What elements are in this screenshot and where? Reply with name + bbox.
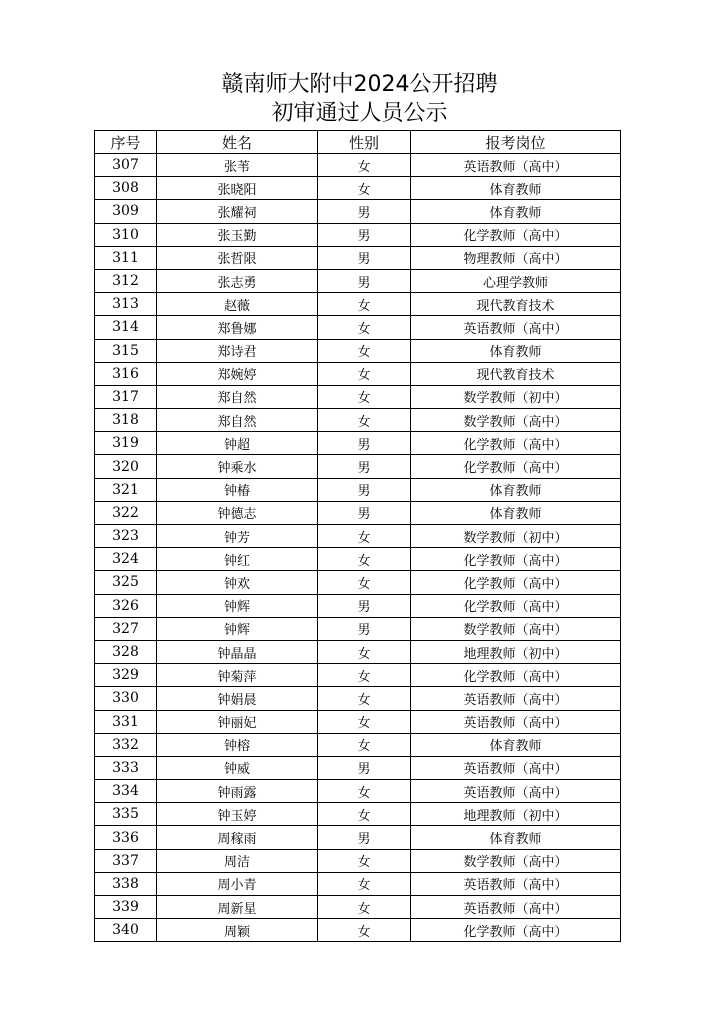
- cell-position: 英语教师（高中）: [411, 687, 621, 710]
- document-subtitle: 初审通过人员公示: [271, 101, 448, 126]
- cell-gender: 男: [318, 756, 411, 779]
- cell-name: 郑自然: [157, 409, 318, 432]
- cell-name: 周稼雨: [157, 826, 318, 849]
- cell-position: 现代教育技术: [411, 293, 621, 316]
- table-row: [95, 293, 621, 316]
- table-row: [95, 872, 621, 895]
- cell-gender: 男: [318, 200, 411, 223]
- cell-index: 332: [95, 733, 157, 756]
- cell-position: 现代教育技术: [411, 362, 621, 385]
- cell-name: 钟威: [157, 756, 318, 779]
- cell-position: 数学教师（高中）: [411, 617, 621, 640]
- cell-name: 钟辉: [157, 617, 318, 640]
- cell-index: 340: [95, 919, 157, 942]
- cell-index: 336: [95, 826, 157, 849]
- cell-position: 体育教师: [411, 478, 621, 501]
- table-row: [95, 617, 621, 640]
- cell-name: 张志勇: [157, 269, 318, 292]
- cell-name: 周新星: [157, 896, 318, 919]
- cell-position: 化学教师（高中）: [411, 455, 621, 478]
- cell-position: 数学教师（初中）: [411, 385, 621, 408]
- cell-index: 330: [95, 687, 157, 710]
- cell-gender: 男: [318, 455, 411, 478]
- document-title: 赣南师大附中2024公开招聘: [221, 72, 498, 97]
- cell-name: 钟芳: [157, 525, 318, 548]
- cell-position: 化学教师（高中）: [411, 571, 621, 594]
- column-header-position: 报考岗位: [411, 131, 621, 154]
- cell-position: 英语教师（高中）: [411, 316, 621, 339]
- cell-gender: 女: [318, 640, 411, 663]
- cell-position: 化学教师（高中）: [411, 664, 621, 687]
- cell-gender: 女: [318, 896, 411, 919]
- cell-index: 314: [95, 316, 157, 339]
- cell-index: 321: [95, 478, 157, 501]
- cell-gender: 女: [318, 664, 411, 687]
- cell-name: 钟菊萍: [157, 664, 318, 687]
- cell-index: 329: [95, 664, 157, 687]
- cell-index: 315: [95, 339, 157, 362]
- cell-name: 钟椿: [157, 478, 318, 501]
- table-row: [95, 385, 621, 408]
- cell-position: 英语教师（高中）: [411, 756, 621, 779]
- cell-name: 钟欢: [157, 571, 318, 594]
- table-row: [95, 525, 621, 548]
- table-row: [95, 548, 621, 571]
- table-row: [95, 177, 621, 200]
- cell-gender: 女: [318, 571, 411, 594]
- cell-index: 328: [95, 640, 157, 663]
- cell-gender: 女: [318, 803, 411, 826]
- cell-name: 钟雨露: [157, 780, 318, 803]
- table-row: [95, 896, 621, 919]
- cell-index: 320: [95, 455, 157, 478]
- cell-index: 311: [95, 246, 157, 269]
- cell-gender: 女: [318, 872, 411, 895]
- cell-name: 郑婉婷: [157, 362, 318, 385]
- cell-index: 339: [95, 896, 157, 919]
- cell-position: 化学教师（高中）: [411, 432, 621, 455]
- cell-index: 322: [95, 501, 157, 524]
- cell-name: 钟辉: [157, 594, 318, 617]
- table-row: [95, 756, 621, 779]
- cell-name: 钟超: [157, 432, 318, 455]
- cell-name: 张苇: [157, 154, 318, 177]
- table-row: [95, 200, 621, 223]
- column-header-gender: 性别: [318, 131, 411, 154]
- table-row: [95, 664, 621, 687]
- table-row: [95, 780, 621, 803]
- cell-gender: 女: [318, 293, 411, 316]
- cell-index: 327: [95, 617, 157, 640]
- cell-name: 张哲限: [157, 246, 318, 269]
- cell-index: 316: [95, 362, 157, 385]
- cell-gender: 女: [318, 316, 411, 339]
- cell-position: 地理教师（初中）: [411, 640, 621, 663]
- cell-name: 钟晶晶: [157, 640, 318, 663]
- table-row: [95, 409, 621, 432]
- table-row: [95, 362, 621, 385]
- cell-position: 数学教师（初中）: [411, 525, 621, 548]
- cell-position: 化学教师（高中）: [411, 548, 621, 571]
- cell-name: 郑鲁娜: [157, 316, 318, 339]
- cell-gender: 女: [318, 525, 411, 548]
- cell-index: 319: [95, 432, 157, 455]
- cell-gender: 女: [318, 339, 411, 362]
- cell-index: 337: [95, 849, 157, 872]
- table-row: [95, 246, 621, 269]
- cell-gender: 女: [318, 385, 411, 408]
- cell-index: 325: [95, 571, 157, 594]
- cell-position: 心理学教师: [411, 269, 621, 292]
- cell-position: 体育教师: [411, 733, 621, 756]
- cell-position: 化学教师（高中）: [411, 919, 621, 942]
- table-row: [95, 687, 621, 710]
- cell-index: 312: [95, 269, 157, 292]
- cell-position: 英语教师（高中）: [411, 154, 621, 177]
- table-row: [95, 223, 621, 246]
- table-row: [95, 478, 621, 501]
- cell-position: 数学教师（高中）: [411, 849, 621, 872]
- cell-index: 317: [95, 385, 157, 408]
- cell-position: 化学教师（高中）: [411, 223, 621, 246]
- cell-index: 308: [95, 177, 157, 200]
- cell-gender: 女: [318, 733, 411, 756]
- cell-name: 钟丽妃: [157, 710, 318, 733]
- cell-index: 307: [95, 154, 157, 177]
- cell-index: 326: [95, 594, 157, 617]
- table-row: [95, 710, 621, 733]
- cell-gender: 男: [318, 269, 411, 292]
- cell-gender: 男: [318, 223, 411, 246]
- table-row: [95, 339, 621, 362]
- cell-index: 313: [95, 293, 157, 316]
- table-row: [95, 803, 621, 826]
- cell-name: 钟乘水: [157, 455, 318, 478]
- cell-gender: 男: [318, 478, 411, 501]
- cell-gender: 女: [318, 409, 411, 432]
- cell-gender: 女: [318, 548, 411, 571]
- cell-gender: 女: [318, 154, 411, 177]
- cell-name: 张耀祠: [157, 200, 318, 223]
- cell-gender: 男: [318, 501, 411, 524]
- cell-name: 钟娟晨: [157, 687, 318, 710]
- cell-position: 化学教师（高中）: [411, 594, 621, 617]
- table-row: [95, 919, 621, 942]
- cell-gender: 男: [318, 617, 411, 640]
- cell-position: 体育教师: [411, 200, 621, 223]
- header-row: [95, 131, 621, 154]
- cell-name: 郑诗君: [157, 339, 318, 362]
- table-row: [95, 432, 621, 455]
- cell-index: 323: [95, 525, 157, 548]
- cell-position: 物理教师（高中）: [411, 246, 621, 269]
- cell-gender: 男: [318, 594, 411, 617]
- cell-name: 钟榕: [157, 733, 318, 756]
- cell-position: 英语教师（高中）: [411, 780, 621, 803]
- cell-gender: 男: [318, 826, 411, 849]
- cell-position: 英语教师（高中）: [411, 710, 621, 733]
- cell-name: 钟红: [157, 548, 318, 571]
- cell-name: 钟玉婷: [157, 803, 318, 826]
- cell-name: 周洁: [157, 849, 318, 872]
- cell-name: 郑自然: [157, 385, 318, 408]
- table-row: [95, 733, 621, 756]
- cell-index: 334: [95, 780, 157, 803]
- cell-position: 体育教师: [411, 177, 621, 200]
- cell-name: 张玉勤: [157, 223, 318, 246]
- table-row: [95, 501, 621, 524]
- table-row: [95, 640, 621, 663]
- cell-gender: 女: [318, 780, 411, 803]
- cell-name: 周小青: [157, 872, 318, 895]
- table-row: [95, 849, 621, 872]
- table-row: [95, 316, 621, 339]
- cell-index: 324: [95, 548, 157, 571]
- cell-position: 体育教师: [411, 501, 621, 524]
- cell-name: 张晓阳: [157, 177, 318, 200]
- column-header-name: 姓名: [157, 131, 318, 154]
- cell-index: 333: [95, 756, 157, 779]
- table-body: [95, 154, 621, 942]
- cell-gender: 男: [318, 246, 411, 269]
- cell-position: 地理教师（初中）: [411, 803, 621, 826]
- cell-position: 体育教师: [411, 339, 621, 362]
- cell-position: 数学教师（高中）: [411, 409, 621, 432]
- cell-position: 英语教师（高中）: [411, 896, 621, 919]
- cell-index: 318: [95, 409, 157, 432]
- cell-name: 周颖: [157, 919, 318, 942]
- cell-index: 338: [95, 872, 157, 895]
- cell-position: 英语教师（高中）: [411, 872, 621, 895]
- cell-gender: 女: [318, 687, 411, 710]
- cell-gender: 女: [318, 362, 411, 385]
- cell-index: 335: [95, 803, 157, 826]
- cell-name: 钟德志: [157, 501, 318, 524]
- table-row: [95, 594, 621, 617]
- cell-gender: 女: [318, 177, 411, 200]
- cell-index: 331: [95, 710, 157, 733]
- cell-name: 赵薇: [157, 293, 318, 316]
- cell-position: 体育教师: [411, 826, 621, 849]
- cell-gender: 女: [318, 849, 411, 872]
- table-row: [95, 455, 621, 478]
- column-header-index: 序号: [95, 131, 157, 154]
- cell-index: 310: [95, 223, 157, 246]
- cell-gender: 女: [318, 919, 411, 942]
- cell-index: 309: [95, 200, 157, 223]
- candidate-table: [94, 130, 621, 942]
- table-row: [95, 154, 621, 177]
- cell-gender: 男: [318, 432, 411, 455]
- table-row: [95, 269, 621, 292]
- table-header: [95, 131, 621, 154]
- cell-gender: 女: [318, 710, 411, 733]
- table-row: [95, 826, 621, 849]
- table-row: [95, 571, 621, 594]
